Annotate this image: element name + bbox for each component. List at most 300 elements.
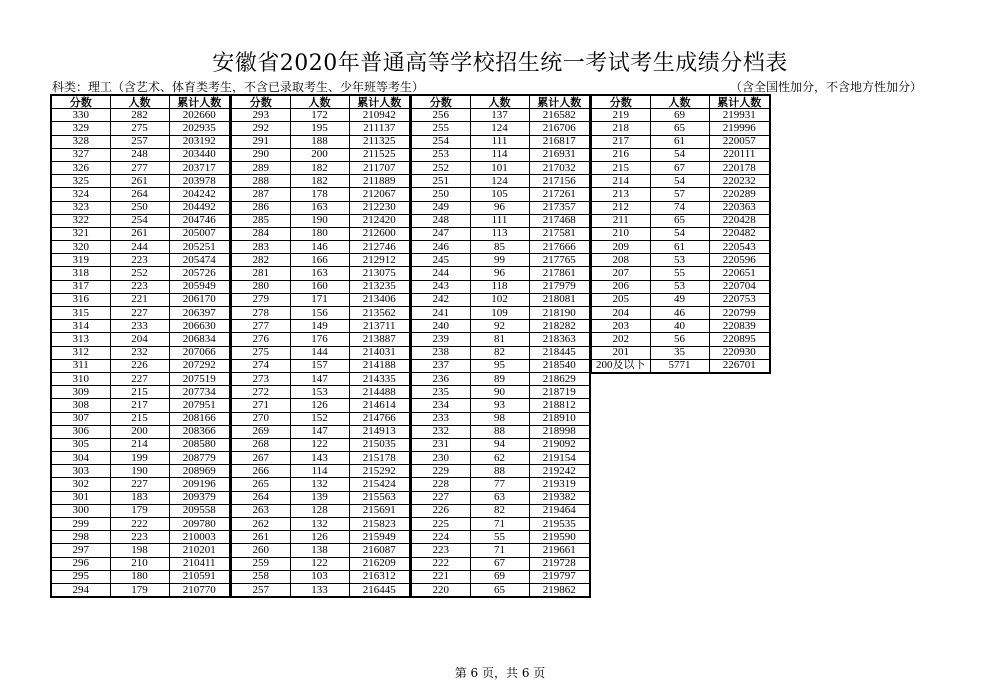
score-cell: 327 [51,148,110,161]
count-cell: 96 [470,267,529,280]
count-cell: 105 [470,188,529,201]
table-row [51,122,230,135]
cumulative-cell: 219590 [529,531,590,544]
cumulative-cell: 213075 [349,267,410,280]
table-row [411,227,590,240]
table-row [411,333,590,346]
table-row [231,109,410,122]
table-row [51,518,230,531]
table-row [591,227,770,240]
count-cell: 252 [110,267,169,280]
table-row [231,531,410,544]
cumulative-cell: 220651 [709,267,770,280]
score-cell: 252 [411,161,470,174]
table-row [231,135,410,148]
score-cell: 215 [591,161,650,174]
count-cell: 122 [290,557,349,570]
cumulative-cell: 205007 [169,227,230,240]
table-row [231,359,410,372]
count-cell: 179 [110,504,169,517]
count-cell: 227 [110,372,169,385]
table-row [591,280,770,293]
score-cell: 227 [411,491,470,504]
count-cell: 233 [110,320,169,333]
score-cell: 278 [231,307,290,320]
cumulative-cell: 218540 [529,359,590,372]
cumulative-cell: 213562 [349,307,410,320]
score-cell: 268 [231,438,290,451]
count-cell: 254 [110,214,169,227]
cumulative-cell: 203717 [169,161,230,174]
score-cell: 253 [411,148,470,161]
table-row [51,531,230,544]
score-cell: 219 [591,109,650,122]
table-row [231,175,410,188]
score-cell: 292 [231,122,290,135]
count-cell: 179 [110,583,169,597]
table-row [591,267,770,280]
count-cell: 65 [470,583,529,597]
count-cell: 124 [470,122,529,135]
subject-label: 科类：理工（含艺术、体育类考生，不含已录取考生、少年班等考生） [52,80,425,94]
cumulative-cell: 214614 [349,399,410,412]
score-cell: 260 [231,544,290,557]
count-cell: 257 [110,135,169,148]
score-cell: 213 [591,188,650,201]
table-row [51,161,230,174]
count-cell: 214 [110,438,169,451]
score-cell: 249 [411,201,470,214]
cumulative-cell: 205949 [169,280,230,293]
table-row [51,478,230,491]
count-cell: 56 [650,333,709,346]
count-cell: 215 [110,386,169,399]
table-row [231,333,410,346]
score-cell: 279 [231,293,290,306]
score-cell: 304 [51,452,110,465]
score-cell: 316 [51,293,110,306]
table-row [411,465,590,478]
cumulative-cell: 217357 [529,201,590,214]
count-cell: 49 [650,293,709,306]
count-cell: 57 [650,188,709,201]
score-cell: 280 [231,280,290,293]
count-cell: 139 [290,491,349,504]
count-cell: 67 [470,557,529,570]
count-cell: 94 [470,438,529,451]
count-cell: 126 [290,531,349,544]
count-cell: 98 [470,412,529,425]
table-row [51,109,230,122]
count-cell: 128 [290,504,349,517]
table-row [411,320,590,333]
count-cell: 261 [110,227,169,240]
cumulative-cell: 219661 [529,544,590,557]
score-cell: 285 [231,214,290,227]
table-row [411,241,590,254]
cumulative-cell: 207734 [169,386,230,399]
table-row [411,504,590,517]
count-cell: 152 [290,412,349,425]
cumulative-cell: 202660 [169,109,230,122]
cumulative-cell: 218812 [529,399,590,412]
score-cell: 276 [231,333,290,346]
cumulative-cell: 206170 [169,293,230,306]
count-cell: 227 [110,478,169,491]
count-cell: 200 [290,148,349,161]
cumulative-cell: 216445 [349,583,410,597]
cumulative-cell: 217156 [529,175,590,188]
score-cell: 205 [591,293,650,306]
table-row [51,438,230,451]
cumulative-cell: 215292 [349,465,410,478]
score-cell: 263 [231,504,290,517]
table-row [411,438,590,451]
cumulative-cell: 204242 [169,188,230,201]
count-cell: 244 [110,241,169,254]
score-cell: 223 [411,544,470,557]
table-row [231,267,410,280]
table-row [591,135,770,148]
score-cell: 211 [591,214,650,227]
cumulative-cell: 219382 [529,491,590,504]
table-row [411,399,590,412]
score-cell: 221 [411,570,470,583]
table-row [231,518,410,531]
table-row [51,280,230,293]
count-cell: 40 [650,320,709,333]
cumulative-cell: 216312 [349,570,410,583]
cumulative-cell: 215949 [349,531,410,544]
table-row [591,241,770,254]
count-cell: 163 [290,267,349,280]
count-cell: 82 [470,504,529,517]
table-row [231,346,410,359]
score-cell: 310 [51,372,110,385]
score-cell: 231 [411,438,470,451]
count-cell: 109 [470,307,529,320]
cumulative-cell: 210942 [349,109,410,122]
cumulative-cell: 217979 [529,280,590,293]
count-cell: 147 [290,372,349,385]
score-cell: 281 [231,267,290,280]
column-header: 累计人数 [349,95,410,109]
cumulative-cell: 220596 [709,254,770,267]
count-cell: 5771 [650,359,709,373]
score-cell: 294 [51,583,110,597]
score-table-2 [230,94,411,598]
count-cell: 124 [470,175,529,188]
cumulative-cell: 220753 [709,293,770,306]
score-cell: 305 [51,438,110,451]
cumulative-cell: 218363 [529,333,590,346]
score-table-4 [590,94,771,374]
count-cell: 92 [470,320,529,333]
count-cell: 147 [290,425,349,438]
table-row [591,122,770,135]
count-cell: 200 [110,425,169,438]
count-cell: 190 [110,465,169,478]
cumulative-cell: 216582 [529,109,590,122]
table-row [411,412,590,425]
table-row [51,188,230,201]
score-cell: 224 [411,531,470,544]
table-header-row [591,95,770,109]
table-row [231,280,410,293]
cumulative-cell: 220057 [709,135,770,148]
cumulative-cell: 210003 [169,531,230,544]
table-row [411,372,590,385]
table-row [231,570,410,583]
score-cell: 203 [591,320,650,333]
count-cell: 226 [110,359,169,372]
score-cell: 246 [411,241,470,254]
score-table-3 [410,94,591,598]
score-cell: 291 [231,135,290,148]
score-cell: 225 [411,518,470,531]
cumulative-cell: 213711 [349,320,410,333]
table-row [411,293,590,306]
score-cell: 259 [231,557,290,570]
count-cell: 143 [290,452,349,465]
cumulative-cell: 206397 [169,307,230,320]
count-cell: 144 [290,346,349,359]
table-row [411,544,590,557]
table-row [591,307,770,320]
cumulative-cell: 207066 [169,346,230,359]
count-cell: 118 [470,280,529,293]
table-row [51,293,230,306]
cumulative-cell: 212912 [349,254,410,267]
table-row [231,425,410,438]
table-row [411,280,590,293]
cumulative-cell: 208779 [169,452,230,465]
table-row [51,254,230,267]
score-cell: 248 [411,214,470,227]
count-cell: 102 [470,293,529,306]
count-cell: 204 [110,333,169,346]
score-cell: 288 [231,175,290,188]
table-row [231,161,410,174]
cumulative-cell: 205251 [169,241,230,254]
count-cell: 183 [110,491,169,504]
count-cell: 63 [470,491,529,504]
table-row [411,201,590,214]
score-cell: 233 [411,412,470,425]
table-row [51,346,230,359]
score-cell: 323 [51,201,110,214]
table-row [411,491,590,504]
count-cell: 67 [650,161,709,174]
table-row [51,201,230,214]
score-cell: 275 [231,346,290,359]
cumulative-cell: 218910 [529,412,590,425]
cumulative-cell: 214766 [349,412,410,425]
cumulative-cell: 215178 [349,452,410,465]
table-row [411,452,590,465]
count-cell: 88 [470,425,529,438]
score-cell: 209 [591,241,650,254]
score-cell: 222 [411,557,470,570]
score-cell: 303 [51,465,110,478]
count-cell: 55 [650,267,709,280]
cumulative-cell: 208580 [169,438,230,451]
cumulative-cell: 205726 [169,267,230,280]
cumulative-cell: 203192 [169,135,230,148]
table-row [231,188,410,201]
table-row [51,491,230,504]
count-cell: 88 [470,465,529,478]
cumulative-cell: 211707 [349,161,410,174]
score-cell: 297 [51,544,110,557]
cumulative-cell: 213887 [349,333,410,346]
cumulative-cell: 216817 [529,135,590,148]
count-cell: 180 [110,570,169,583]
score-table-1 [50,94,231,598]
cumulative-cell: 219319 [529,478,590,491]
cumulative-cell: 209196 [169,478,230,491]
cumulative-cell: 215691 [349,504,410,517]
table-row [51,320,230,333]
table-row [231,452,410,465]
count-cell: 264 [110,188,169,201]
score-cell: 232 [411,425,470,438]
count-cell: 71 [470,518,529,531]
count-cell: 69 [470,570,529,583]
cumulative-cell: 220799 [709,307,770,320]
column-header: 人数 [110,95,169,109]
cumulative-cell: 217666 [529,241,590,254]
table-header-row [231,95,410,109]
score-cell: 306 [51,425,110,438]
cumulative-cell: 219464 [529,504,590,517]
cumulative-cell: 215823 [349,518,410,531]
score-cell: 217 [591,135,650,148]
table-row [231,201,410,214]
score-cell: 256 [411,109,470,122]
table-row [411,175,590,188]
score-cell: 313 [51,333,110,346]
table-row [591,293,770,306]
cumulative-cell: 204492 [169,201,230,214]
table-row [51,307,230,320]
cumulative-cell: 211137 [349,122,410,135]
count-cell: 223 [110,280,169,293]
count-cell: 149 [290,320,349,333]
score-cell: 220 [411,583,470,597]
table-row [591,161,770,174]
cumulative-cell: 212746 [349,241,410,254]
table-header-row [411,95,590,109]
cumulative-cell: 210411 [169,557,230,570]
score-cell: 214 [591,175,650,188]
score-cell: 204 [591,307,650,320]
count-cell: 198 [110,544,169,557]
count-cell: 89 [470,372,529,385]
count-cell: 114 [290,465,349,478]
count-cell: 54 [650,148,709,161]
table-row [231,478,410,491]
cumulative-cell: 208969 [169,465,230,478]
cumulative-cell: 207951 [169,399,230,412]
cumulative-cell: 206630 [169,320,230,333]
cumulative-cell: 216706 [529,122,590,135]
score-cell: 250 [411,188,470,201]
score-cell: 244 [411,267,470,280]
table-row [51,399,230,412]
count-cell: 250 [110,201,169,214]
table-row [51,570,230,583]
count-cell: 132 [290,518,349,531]
cumulative-cell: 219092 [529,438,590,451]
count-cell: 182 [290,161,349,174]
table-row [231,399,410,412]
cumulative-cell: 219535 [529,518,590,531]
cumulative-cell: 219862 [529,583,590,597]
score-cell: 321 [51,227,110,240]
score-cell: 270 [231,412,290,425]
count-cell: 277 [110,161,169,174]
count-cell: 195 [290,122,349,135]
score-cell: 324 [51,188,110,201]
cumulative-cell: 209780 [169,518,230,531]
cumulative-cell: 218190 [529,307,590,320]
score-cell: 243 [411,280,470,293]
table-row [51,267,230,280]
score-cell: 234 [411,399,470,412]
score-cell: 311 [51,359,110,372]
count-cell: 138 [290,544,349,557]
bonus-note: （含全国性加分，不含地方性加分） [730,80,923,94]
score-cell: 210 [591,227,650,240]
table-row [591,359,770,373]
count-cell: 156 [290,307,349,320]
score-cell: 318 [51,267,110,280]
table-row [231,122,410,135]
cumulative-cell: 218081 [529,293,590,306]
cumulative-cell: 212600 [349,227,410,240]
count-cell: 275 [110,122,169,135]
score-cell: 329 [51,122,110,135]
table-row [231,320,410,333]
count-cell: 54 [650,227,709,240]
table-row [411,109,590,122]
score-cell: 254 [411,135,470,148]
count-cell: 190 [290,214,349,227]
cumulative-cell: 210201 [169,544,230,557]
score-cell: 284 [231,227,290,240]
table-row [231,438,410,451]
score-cell: 238 [411,346,470,359]
score-cell: 206 [591,280,650,293]
table-row [411,188,590,201]
table-row [231,583,410,597]
score-cell: 326 [51,161,110,174]
table-row [591,320,770,333]
cumulative-cell: 207519 [169,372,230,385]
count-cell: 35 [650,346,709,359]
cumulative-cell: 205474 [169,254,230,267]
score-cell: 207 [591,267,650,280]
page-title: 安徽省2020年普通高等学校招生统一考试考生成绩分档表 [212,51,788,76]
score-cell: 255 [411,122,470,135]
score-cell: 308 [51,399,110,412]
table-row [51,135,230,148]
table-row [231,214,410,227]
table-row [231,148,410,161]
cumulative-cell: 219242 [529,465,590,478]
table-row [51,333,230,346]
